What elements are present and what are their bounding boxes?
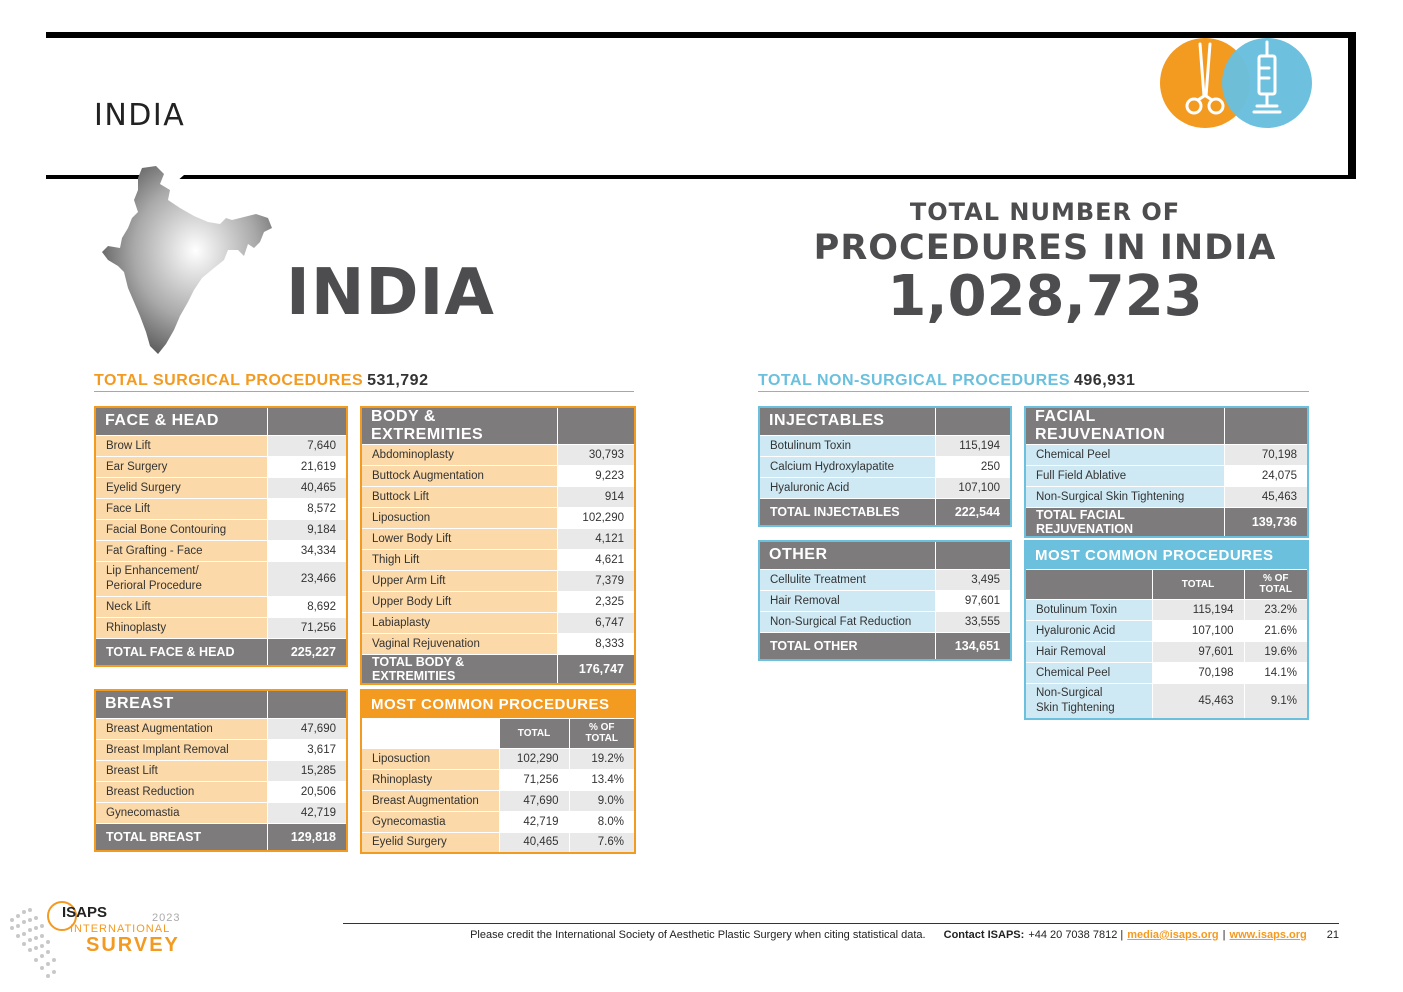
row-total: 42,719	[499, 811, 569, 832]
row-label: Breast Implant Removal	[95, 739, 267, 760]
row-value: 70,198	[1224, 445, 1308, 466]
row-total: 107,100	[1152, 620, 1244, 641]
row-label: Chemical Peel	[1025, 445, 1224, 466]
table-row	[361, 466, 635, 487]
row-label: Rhinoplasty	[95, 617, 267, 638]
nonsurgical-mc-rows	[1025, 599, 1308, 719]
row-value: 24,075	[1224, 466, 1308, 487]
row-value: 42,719	[267, 802, 347, 823]
total-value: 222,544	[935, 498, 1011, 526]
row-label: Ear Surgery	[95, 456, 267, 477]
row-value: 30,793	[557, 445, 635, 466]
row-value: 107,100	[935, 477, 1011, 498]
row-value: 3,617	[267, 739, 347, 760]
row-value: 45,463	[1224, 487, 1308, 508]
row-label: Full Field Ablative	[1025, 466, 1224, 487]
row-value: 115,194	[935, 435, 1011, 456]
table-row	[1025, 599, 1308, 620]
injectables-table	[758, 406, 1012, 527]
row-total: 97,601	[1152, 641, 1244, 662]
row-label: Labiaplasty	[361, 613, 557, 634]
table-row	[95, 456, 347, 477]
table-row	[95, 739, 347, 760]
row-percent: 19.6%	[1244, 641, 1308, 662]
total-procedures	[780, 198, 1310, 329]
row-label: Non-Surgical Skin Tightening	[1025, 683, 1152, 719]
row-percent: 9.0%	[569, 790, 635, 811]
row-total: 102,290	[499, 748, 569, 769]
row-label: Buttock Augmentation	[361, 466, 557, 487]
injectables-rows	[759, 435, 1011, 526]
footer-divider	[343, 923, 1339, 924]
table-row	[361, 790, 635, 811]
table-row	[361, 832, 635, 853]
row-value: 914	[557, 487, 635, 508]
row-label: Hyaluronic Acid	[759, 477, 935, 498]
total-row	[1025, 508, 1308, 538]
row-percent: 13.4%	[569, 769, 635, 790]
table-title: BODY & EXTREMITIES	[361, 407, 557, 445]
row-label: Lip Enhancement/ Perioral Procedure	[95, 561, 267, 596]
row-label: Hyaluronic Acid	[1025, 620, 1152, 641]
row-percent: 19.2%	[569, 748, 635, 769]
surgical-heading-value: 531,792	[367, 372, 429, 389]
country-title: INDIA	[286, 256, 495, 330]
row-value: 102,290	[557, 508, 635, 529]
table-title: FACE & HEAD	[95, 407, 267, 435]
table-row	[1025, 487, 1308, 508]
col-total: TOTAL	[1152, 569, 1244, 599]
table-row	[1025, 445, 1308, 466]
row-label: Hair Removal	[759, 590, 935, 611]
row-label: Face Lift	[95, 498, 267, 519]
other-rows	[759, 569, 1011, 660]
total-line2: PROCEDURES IN INDIA	[813, 228, 1277, 268]
table-title: OTHER	[759, 541, 935, 569]
row-label: Breast Lift	[95, 760, 267, 781]
row-label: Eyelid Surgery	[361, 832, 499, 853]
row-label: Breast Reduction	[95, 781, 267, 802]
row-total: 71,256	[499, 769, 569, 790]
total-label: TOTAL FACIAL REJUVENATION	[1025, 508, 1224, 538]
total-row	[361, 655, 635, 685]
surgical-mc-rows	[361, 748, 635, 853]
table-row	[759, 435, 1011, 456]
table-title: MOST COMMON PROCEDURES	[361, 690, 635, 718]
row-label: Non-Surgical Fat Reduction	[759, 611, 935, 632]
syringe-icon	[1222, 38, 1312, 128]
total-value: 139,736	[1224, 508, 1308, 538]
table-title: FACIAL REJUVENATION	[1025, 407, 1224, 445]
row-value: 9,184	[267, 519, 347, 540]
row-value: 23,466	[267, 561, 347, 596]
col-pct: % OF TOTAL	[1244, 569, 1308, 599]
table-row	[361, 613, 635, 634]
nonsurgical-most-common-table	[1024, 540, 1309, 720]
total-label: TOTAL BREAST	[95, 823, 267, 851]
table-row	[361, 445, 635, 466]
row-label: Gynecomastia	[95, 802, 267, 823]
row-value: 6,747	[557, 613, 635, 634]
breast-table	[94, 689, 348, 852]
row-percent: 23.2%	[1244, 599, 1308, 620]
row-value: 4,121	[557, 529, 635, 550]
table-row	[361, 571, 635, 592]
table-row	[361, 592, 635, 613]
footer-credit: Please credit the International Society of Aesthetic Plastic Surgery when citing statistical data.	[470, 929, 926, 941]
table-row	[361, 550, 635, 571]
table-row	[1025, 662, 1308, 683]
logo-brand: ISAPS	[62, 904, 108, 921]
row-label: Breast Augmentation	[361, 790, 499, 811]
total-value: 225,227	[267, 638, 347, 666]
row-value: 4,621	[557, 550, 635, 571]
row-label: Hair Removal	[1025, 641, 1152, 662]
row-percent: 14.1%	[1244, 662, 1308, 683]
isaps-survey-logo	[0, 876, 200, 992]
header-title: INDIA	[94, 98, 186, 133]
table-row	[361, 634, 635, 655]
facial-rejuvenation-table	[1024, 406, 1309, 538]
row-value: 40,465	[267, 477, 347, 498]
row-percent: 9.1%	[1244, 683, 1308, 719]
table-row	[95, 435, 347, 456]
row-value: 8,692	[267, 596, 347, 617]
table-title: MOST COMMON PROCEDURES	[1025, 541, 1308, 569]
row-percent: 21.6%	[1244, 620, 1308, 641]
nonsurgical-heading-value: 496,931	[1074, 372, 1136, 389]
body-extremities-table	[360, 406, 636, 685]
row-label: Botulinum Toxin	[759, 435, 935, 456]
row-label: Vaginal Rejuvenation	[361, 634, 557, 655]
row-label: Abdominoplasty	[361, 445, 557, 466]
row-total: 45,463	[1152, 683, 1244, 719]
row-label: Chemical Peel	[1025, 662, 1152, 683]
table-row	[95, 617, 347, 638]
row-value: 33,555	[935, 611, 1011, 632]
row-label: Facial Bone Contouring	[95, 519, 267, 540]
total-label: TOTAL BODY & EXTREMITIES	[361, 655, 557, 685]
row-value: 250	[935, 456, 1011, 477]
table-row	[1025, 466, 1308, 487]
row-value: 8,333	[557, 634, 635, 655]
col-pct: % OF TOTAL	[569, 718, 635, 748]
total-label: TOTAL OTHER	[759, 632, 935, 660]
row-label: Eyelid Surgery	[95, 477, 267, 498]
row-label: Fat Grafting - Face	[95, 540, 267, 561]
row-value: 8,572	[267, 498, 347, 519]
surgical-most-common-table	[360, 689, 636, 854]
row-value: 15,285	[267, 760, 347, 781]
table-row	[361, 529, 635, 550]
row-total: 115,194	[1152, 599, 1244, 620]
india-map	[98, 164, 278, 356]
table-row	[759, 590, 1011, 611]
other-table	[758, 540, 1012, 661]
row-label: Thigh Lift	[361, 550, 557, 571]
table-row	[759, 456, 1011, 477]
footer-phone: +44 20 7038 7812 |	[1028, 929, 1124, 941]
row-value: 2,325	[557, 592, 635, 613]
table-row	[95, 781, 347, 802]
nonsurgical-heading-label: TOTAL NON-SURGICAL PROCEDURES	[758, 372, 1070, 389]
row-label: Gynecomastia	[361, 811, 499, 832]
total-label: TOTAL INJECTABLES	[759, 498, 935, 526]
row-total: 70,198	[1152, 662, 1244, 683]
total-row	[759, 498, 1011, 526]
row-percent: 8.0%	[569, 811, 635, 832]
row-value: 20,506	[267, 781, 347, 802]
face-head-rows	[95, 435, 347, 666]
row-value: 71,256	[267, 617, 347, 638]
row-label: Upper Arm Lift	[361, 571, 557, 592]
logo-line1: INTERNATIONAL	[70, 923, 171, 935]
page-number: 21	[1326, 929, 1339, 941]
footer-contact-label: Contact ISAPS:	[943, 929, 1025, 941]
facial-rows	[1025, 445, 1308, 538]
table-row	[1025, 683, 1308, 719]
row-label: Liposuction	[361, 748, 499, 769]
table-row	[361, 508, 635, 529]
row-value: 7,379	[557, 571, 635, 592]
row-total: 47,690	[499, 790, 569, 811]
table-row	[1025, 641, 1308, 662]
table-row	[95, 561, 347, 596]
total-label: TOTAL FACE & HEAD	[95, 638, 267, 666]
total-line1: TOTAL NUMBER OF	[909, 198, 1181, 226]
table-title: BREAST	[95, 690, 267, 718]
table-title: INJECTABLES	[759, 407, 935, 435]
total-value: 129,818	[267, 823, 347, 851]
surgical-heading	[94, 372, 634, 392]
row-value: 47,690	[267, 718, 347, 739]
row-label: Neck Lift	[95, 596, 267, 617]
logo-year: 2023	[152, 912, 181, 924]
table-row	[95, 760, 347, 781]
row-value: 21,619	[267, 456, 347, 477]
row-label: Calcium Hydroxylapatite	[759, 456, 935, 477]
breast-rows	[95, 718, 347, 851]
row-value: 9,223	[557, 466, 635, 487]
row-total: 40,465	[499, 832, 569, 853]
row-label: Cellulite Treatment	[759, 569, 935, 590]
row-label: Non-Surgical Skin Tightening	[1025, 487, 1224, 508]
logo-line2: SURVEY	[86, 934, 180, 956]
row-value: 97,601	[935, 590, 1011, 611]
total-value: 176,747	[557, 655, 635, 685]
row-label: Brow Lift	[95, 435, 267, 456]
row-label: Lower Body Lift	[361, 529, 557, 550]
col-total: TOTAL	[499, 718, 569, 748]
table-row	[759, 569, 1011, 590]
total-value: 134,651	[935, 632, 1011, 660]
table-row	[759, 477, 1011, 498]
row-label: Liposuction	[361, 508, 557, 529]
table-row	[95, 802, 347, 823]
total-value: 1,028,723	[887, 264, 1203, 329]
footer	[343, 929, 1339, 941]
header-panel	[46, 38, 1348, 175]
globe-dots-icon	[0, 880, 80, 990]
body-rows	[361, 445, 635, 685]
table-row	[361, 811, 635, 832]
table-row	[361, 769, 635, 790]
row-label: Botulinum Toxin	[1025, 599, 1152, 620]
table-row	[361, 487, 635, 508]
table-row	[95, 498, 347, 519]
table-row	[95, 519, 347, 540]
row-value: 34,334	[267, 540, 347, 561]
row-value: 3,495	[935, 569, 1011, 590]
table-row	[759, 611, 1011, 632]
row-label: Rhinoplasty	[361, 769, 499, 790]
row-value: 7,640	[267, 435, 347, 456]
face-head-table	[94, 406, 348, 667]
total-row	[95, 638, 347, 666]
row-percent: 7.6%	[569, 832, 635, 853]
table-row	[95, 596, 347, 617]
table-row	[95, 718, 347, 739]
surgical-heading-label: TOTAL SURGICAL PROCEDURES	[94, 372, 364, 389]
total-row	[759, 632, 1011, 660]
footer-separator: |	[1222, 929, 1226, 941]
table-row	[361, 748, 635, 769]
total-row	[95, 823, 347, 851]
footer-website-link[interactable]: www.isaps.org	[1229, 929, 1307, 941]
nonsurgical-heading	[758, 372, 1309, 392]
footer-email-link[interactable]: media@isaps.org	[1127, 929, 1219, 941]
row-label: Buttock Lift	[361, 487, 557, 508]
table-row	[95, 540, 347, 561]
table-row	[1025, 620, 1308, 641]
table-row	[95, 477, 347, 498]
row-label: Breast Augmentation	[95, 718, 267, 739]
row-label: Upper Body Lift	[361, 592, 557, 613]
